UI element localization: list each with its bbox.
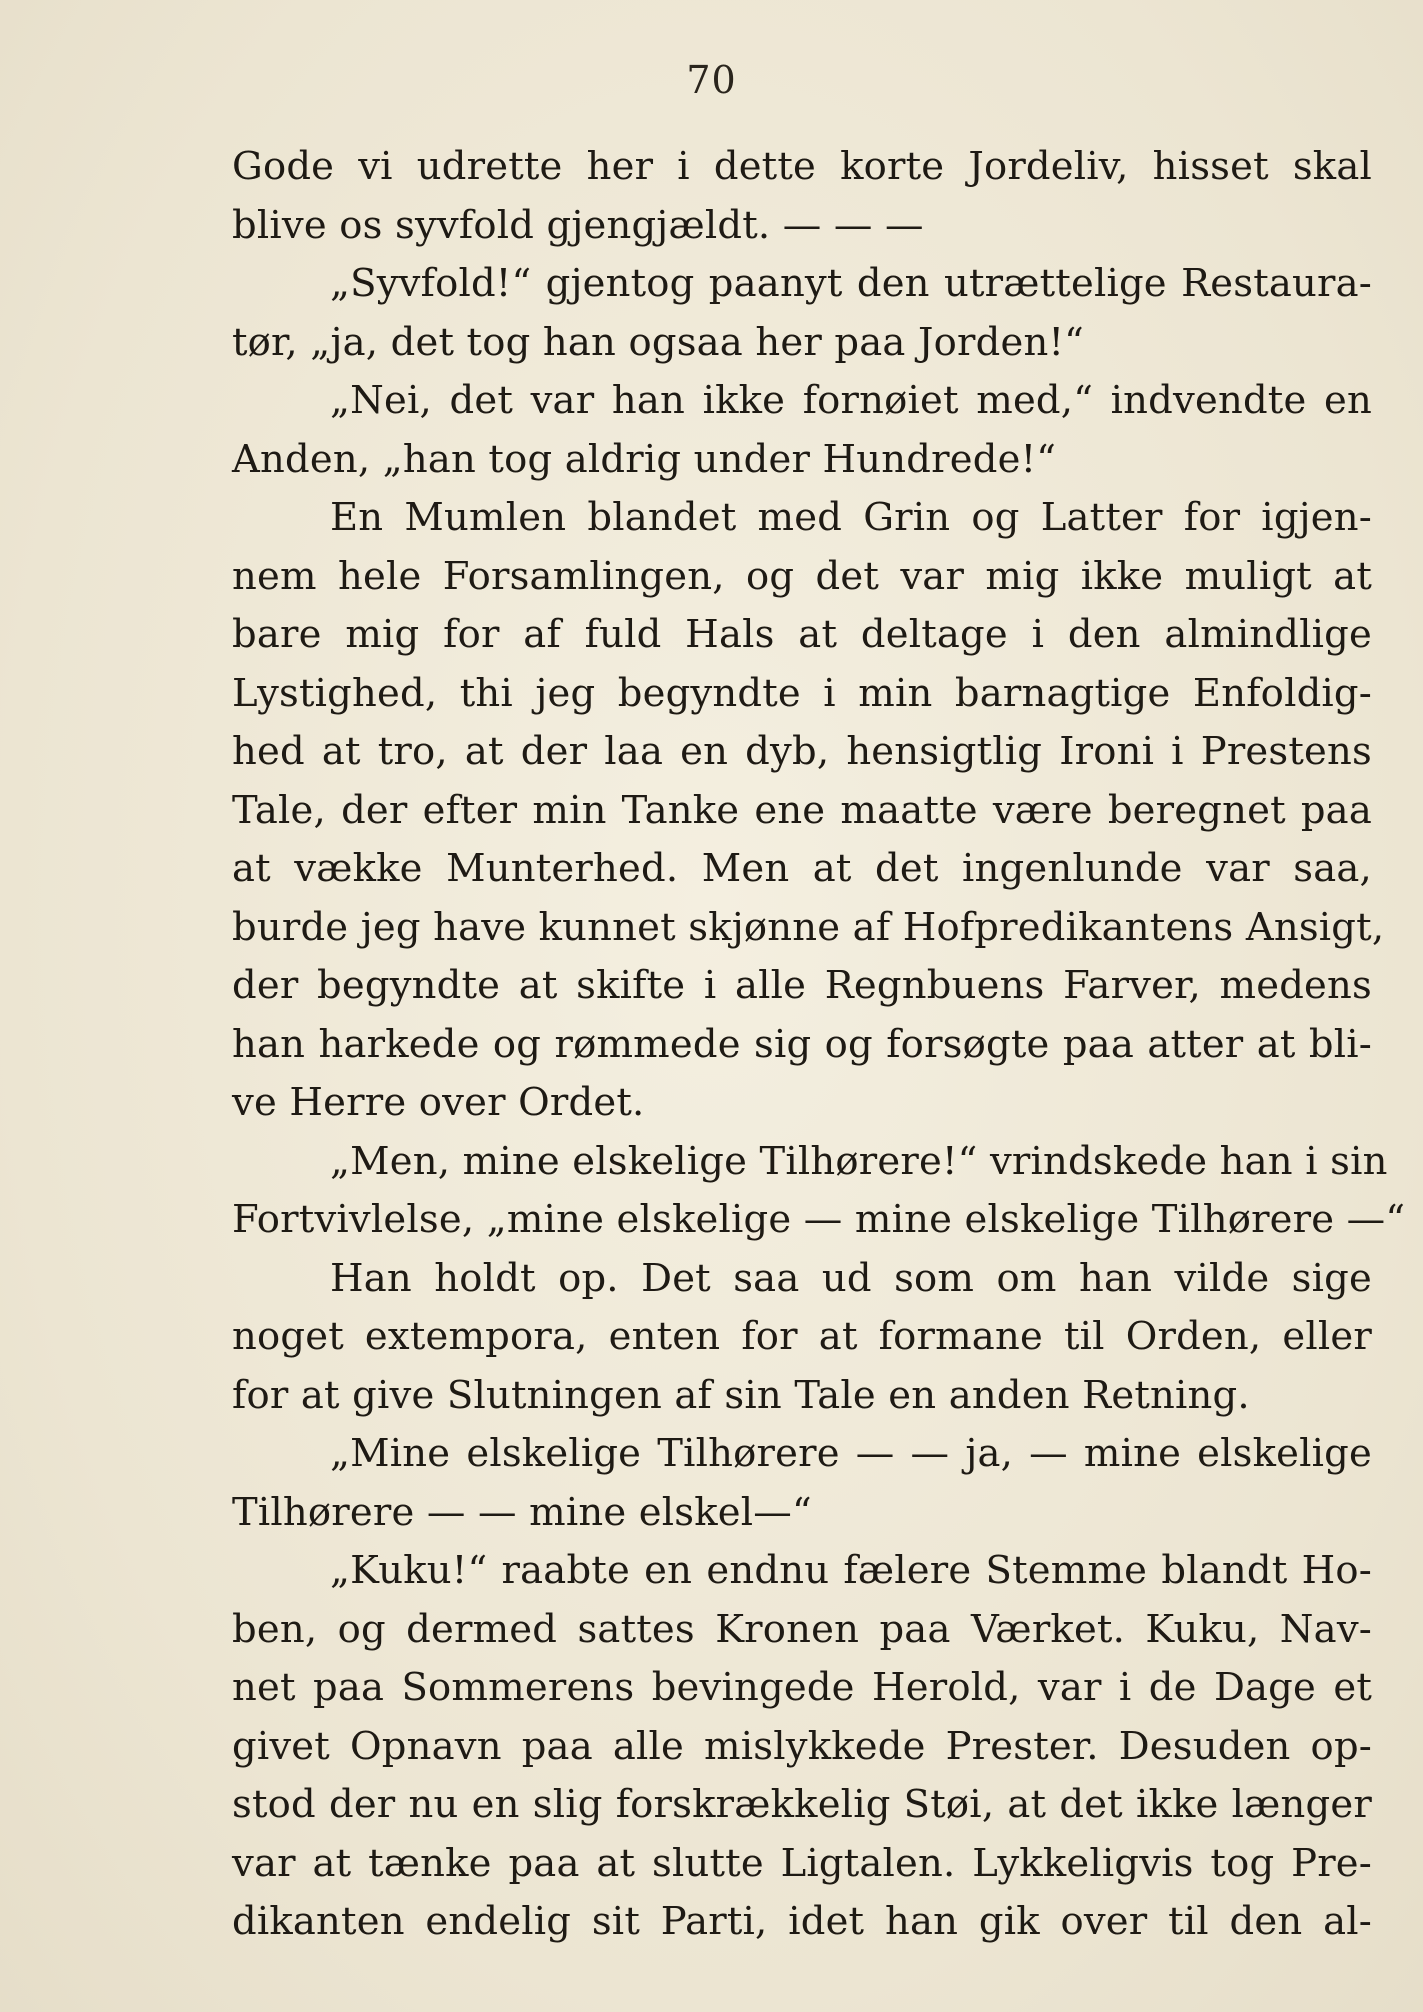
text-line: Anden, „han tog aldrig under Hundrede!“ — [232, 436, 1057, 482]
text-line: Gode vi udrette her i dette korte Jordeliv, hisset skal — [232, 144, 1372, 189]
text-line: „Syvfold!“ gjentog paanyt den utrættelige Restaura- — [330, 261, 1372, 306]
text-line: han harkede og rømmede sig og forsøgte paa atter at bli- — [232, 1021, 1372, 1067]
text-line: noget extempora, enten for at formane til Orden, eller — [232, 1314, 1372, 1359]
text-line: burde jeg have kunnet skjønne af Hofpredikantens Ansigt, — [232, 904, 1385, 950]
text-line: Tilhørere — — mine elskel—“ — [232, 1489, 812, 1535]
text-line: givet Opnavn paa alle mislykkede Prester. Desuden op- — [232, 1723, 1372, 1769]
text-line: blive os syvfold gjengjældt. — — — — [232, 202, 924, 248]
text-line: at vække Munterhed. Men at det ingenlunde var saa, — [232, 846, 1372, 891]
text-line: Han holdt op. Det saa ud som om han vilde sige — [330, 1255, 1372, 1301]
text-line: Lystighed, thi jeg begyndte i min barnagtige Enfoldig- — [232, 670, 1372, 716]
text-line: var at tænke paa at slutte Ligtalen. Lykkeligvis tog Pre- — [232, 1840, 1372, 1886]
text-line: „Men, mine elskelige Tilhørere!“ vrindskede han i sin — [330, 1138, 1388, 1184]
text-line: ve Herre over Ordet. — [232, 1080, 645, 1125]
text-line: „Kuku!“ raabte en endnu fælere Stemme blandt Ho- — [330, 1548, 1372, 1593]
text-line: Tale, der efter min Tanke ene maatte være beregnet paa — [232, 787, 1372, 833]
text-line: dikanten endelig sit Parti, idet han gik over til den al- — [232, 1899, 1372, 1944]
text-line: for at give Slutningen af sin Tale en anden Retning. — [232, 1372, 1250, 1418]
text-line: „Mine elskelige Tilhørere — — ja, — mine elskelige — [330, 1431, 1372, 1476]
text-line: nem hele Forsamlingen, og det var mig ikke muligt at — [232, 553, 1372, 599]
text-line: En Mumlen blandet med Grin og Latter for igjen- — [330, 495, 1372, 540]
text-line: der begyndte at skifte i alle Regnbuens Farver, medens — [232, 963, 1372, 1008]
text-line: ben, og dermed sattes Kronen paa Værket. Kuku, Nav- — [232, 1606, 1372, 1652]
body-text — [232, 138, 1406, 1952]
text-line: Fortvivlelse, „mine elskelige — mine elskelige Tilhørere —“ — [232, 1197, 1406, 1242]
text-line: bare mig for af fuld Hals at deltage i den almindlige — [232, 612, 1372, 657]
text-line: stod der nu en slig forskrækkelig Støi, at det ikke længer — [232, 1782, 1372, 1827]
text-line: „Nei, det var han ikke fornøiet med,“ indvendte en — [330, 378, 1372, 423]
text-line: hed at tro, at der laa en dyb, hensigtlig Ironi i Prestens — [232, 729, 1372, 774]
page-number: 70 — [686, 58, 737, 102]
text-line: net paa Sommerens bevingede Herold, var i de Dage et — [232, 1665, 1372, 1710]
text-line: tør, „ja, det tog han ogsaa her paa Jorden!“ — [232, 319, 1085, 365]
